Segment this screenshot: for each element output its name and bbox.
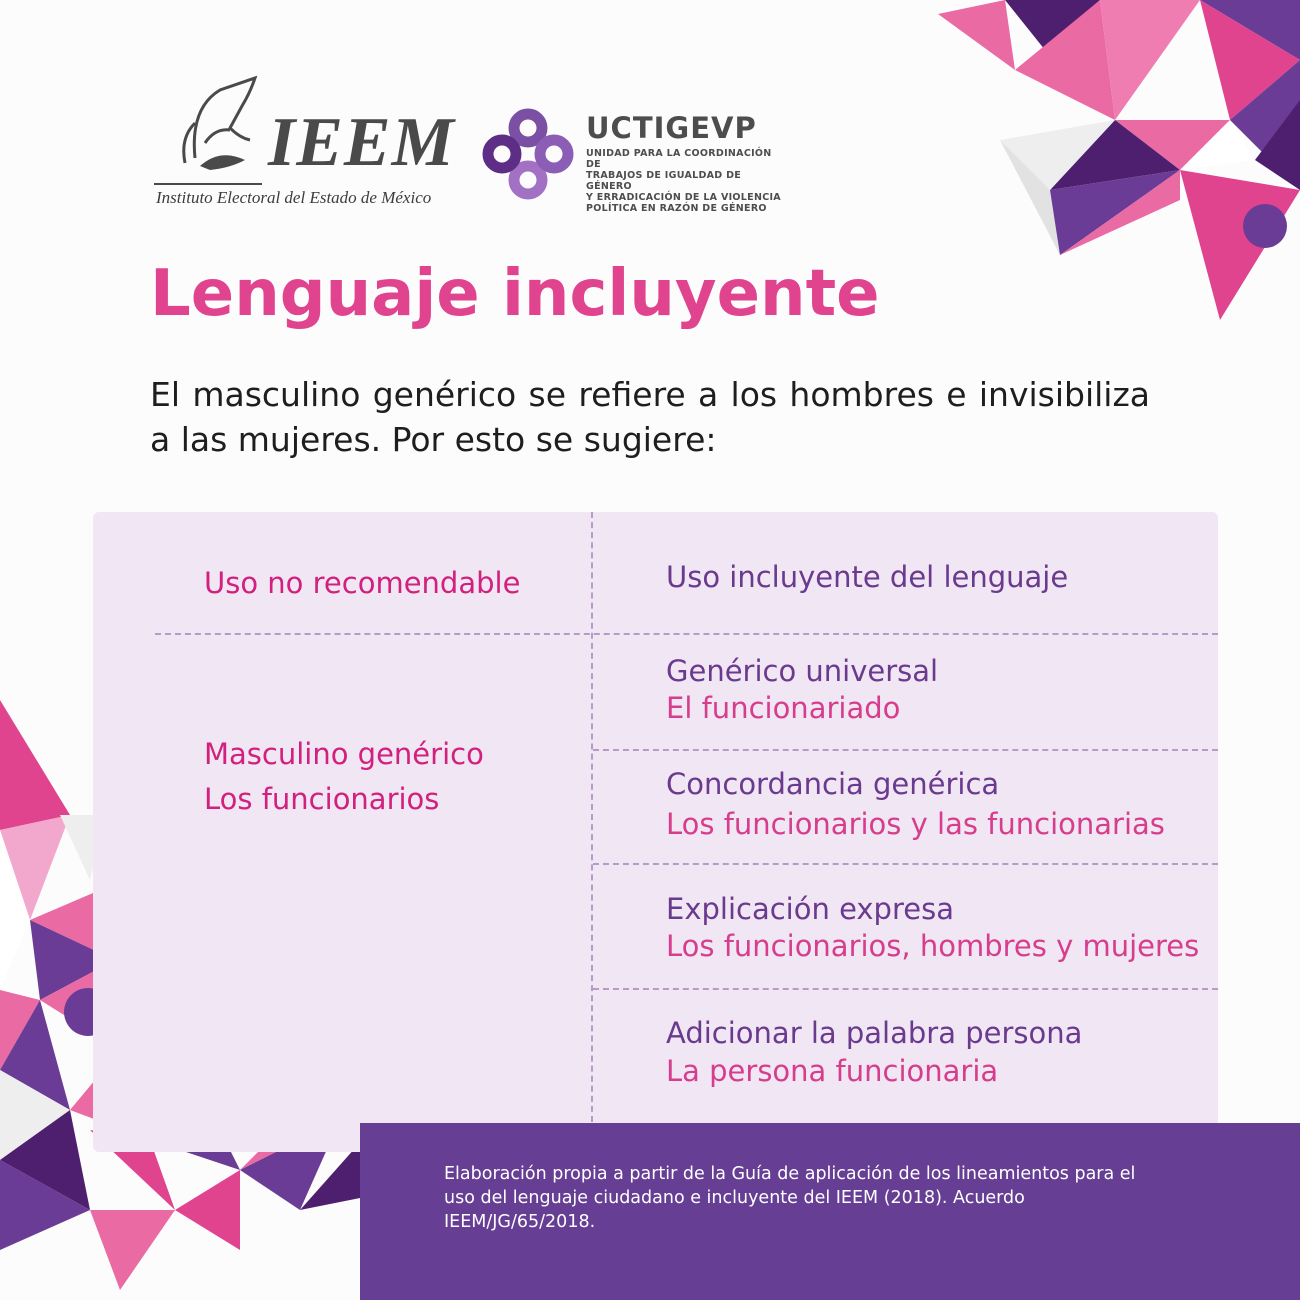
header-right: Uso incluyente del lenguaje bbox=[666, 560, 1069, 594]
row-title: Concordancia genérica bbox=[666, 767, 1000, 801]
left-example: Los funcionarios bbox=[204, 782, 440, 816]
row-example: Los funcionarios, hombres y mujeres bbox=[666, 929, 1200, 963]
uctigevp-knot-icon bbox=[480, 106, 576, 202]
header-left: Uso no recomendable bbox=[204, 566, 521, 600]
row-example: Los funcionarios y las funcionarias bbox=[666, 807, 1165, 841]
footer-source-text: Elaboración propia a partir de la Guía de aplicación de los lineamientos para el uso del lenguaje ciudadano e incluyente del IEEM (2018). Acuerdo IEEM/JG/65/2018. bbox=[444, 1164, 1136, 1232]
uctigevp-logo-subtitle: UNIDAD PARA LA COORDINACIÓN DE TRABAJOS DE IGUALDAD DE GÉNERO Y ERRADICACIÓN DE LA VIOLENCIA POLÍTICA EN RAZÓN DE GÉNERO bbox=[586, 148, 781, 214]
table-divider-row-2 bbox=[593, 863, 1218, 865]
table-divider-vertical bbox=[591, 512, 593, 1122]
table-divider-row-3 bbox=[593, 988, 1218, 990]
page-title: Lenguaje incluyente bbox=[150, 257, 880, 331]
row-title: Explicación expresa bbox=[666, 892, 954, 926]
left-title: Masculino genérico bbox=[204, 737, 484, 771]
ieem-logo-name: Instituto Electoral del Estado de México bbox=[156, 188, 432, 207]
table-divider-row-1 bbox=[593, 749, 1218, 751]
row-title: Genérico universal bbox=[666, 654, 939, 688]
ieem-logo-word: IEEM bbox=[268, 104, 455, 181]
row-example: La persona funcionaria bbox=[666, 1054, 999, 1088]
intro-text: El masculino genérico se refiere a los hombres e invisibiliza a las mujeres. Por esto se sugiere: bbox=[150, 375, 1150, 459]
uctigevp-logo-title: UCTIGEVP bbox=[586, 111, 757, 145]
row-title: Adicionar la palabra persona bbox=[666, 1016, 1083, 1050]
row-example: El funcionariado bbox=[666, 691, 901, 725]
table-divider-header bbox=[155, 633, 1218, 635]
